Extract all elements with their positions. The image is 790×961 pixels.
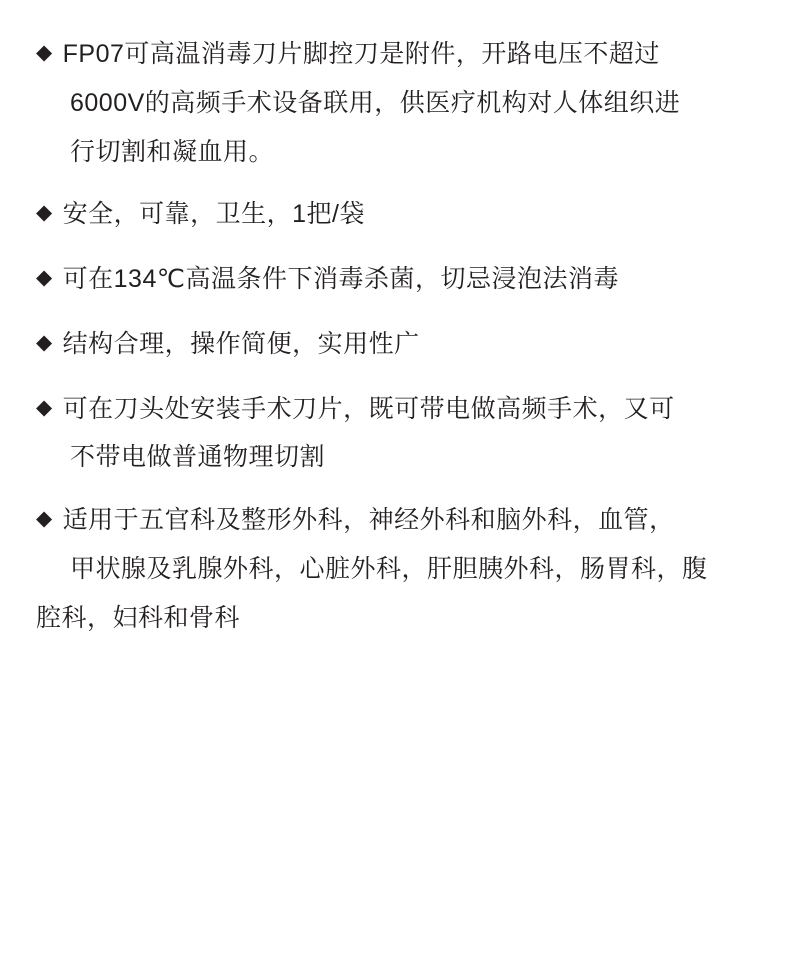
feature-item bbox=[36, 320, 754, 369]
feature-item bbox=[36, 30, 754, 176]
feature-text bbox=[36, 385, 754, 483]
feature-line: 结构合理，操作简便，实用性广 bbox=[62, 329, 420, 358]
diamond-bullet-icon: ◆ bbox=[36, 330, 53, 354]
feature-line: 可在刀头处安装手术刀片，既可带电做高频手术，又可 bbox=[62, 394, 675, 423]
feature-text bbox=[36, 190, 754, 239]
feature-line: FP07可高温消毒刀片脚控刀是附件，开路电压不超过 bbox=[62, 40, 660, 68]
feature-line: 可在134℃高温条件下消毒杀菌，切忌浸泡法消毒 bbox=[62, 265, 619, 293]
feature-text bbox=[36, 255, 754, 304]
feature-line: 安全，可靠，卫生，1把/袋 bbox=[62, 200, 366, 229]
diamond-bullet-icon: ◆ bbox=[36, 266, 53, 289]
feature-line: 甲状腺及乳腺外科，心脏外科，肝胆胰外科，肠胃科，腹 bbox=[70, 554, 708, 583]
feature-text bbox=[36, 320, 754, 369]
feature-line: 6000V的高频手术设备联用，供医疗机构对人体组织进 bbox=[70, 88, 681, 117]
feature-item bbox=[36, 190, 754, 239]
feature-line: 行切割和凝血用。 bbox=[70, 137, 275, 166]
feature-text bbox=[36, 496, 754, 642]
diamond-bullet-icon: ◆ bbox=[36, 201, 53, 225]
diamond-bullet-icon: ◆ bbox=[36, 41, 53, 64]
diamond-bullet-icon: ◆ bbox=[36, 395, 53, 419]
diamond-bullet-icon: ◆ bbox=[36, 507, 53, 530]
feature-text bbox=[36, 30, 754, 176]
feature-line: 不带电做普通物理切割 bbox=[70, 443, 326, 472]
feature-item bbox=[36, 255, 754, 304]
feature-line: 适用于五官科及整形外科，神经外科和脑外科，血管， bbox=[62, 506, 675, 534]
feature-line: 腔科，妇科和骨科 bbox=[36, 603, 241, 632]
feature-item bbox=[36, 496, 754, 642]
feature-item bbox=[36, 385, 754, 483]
